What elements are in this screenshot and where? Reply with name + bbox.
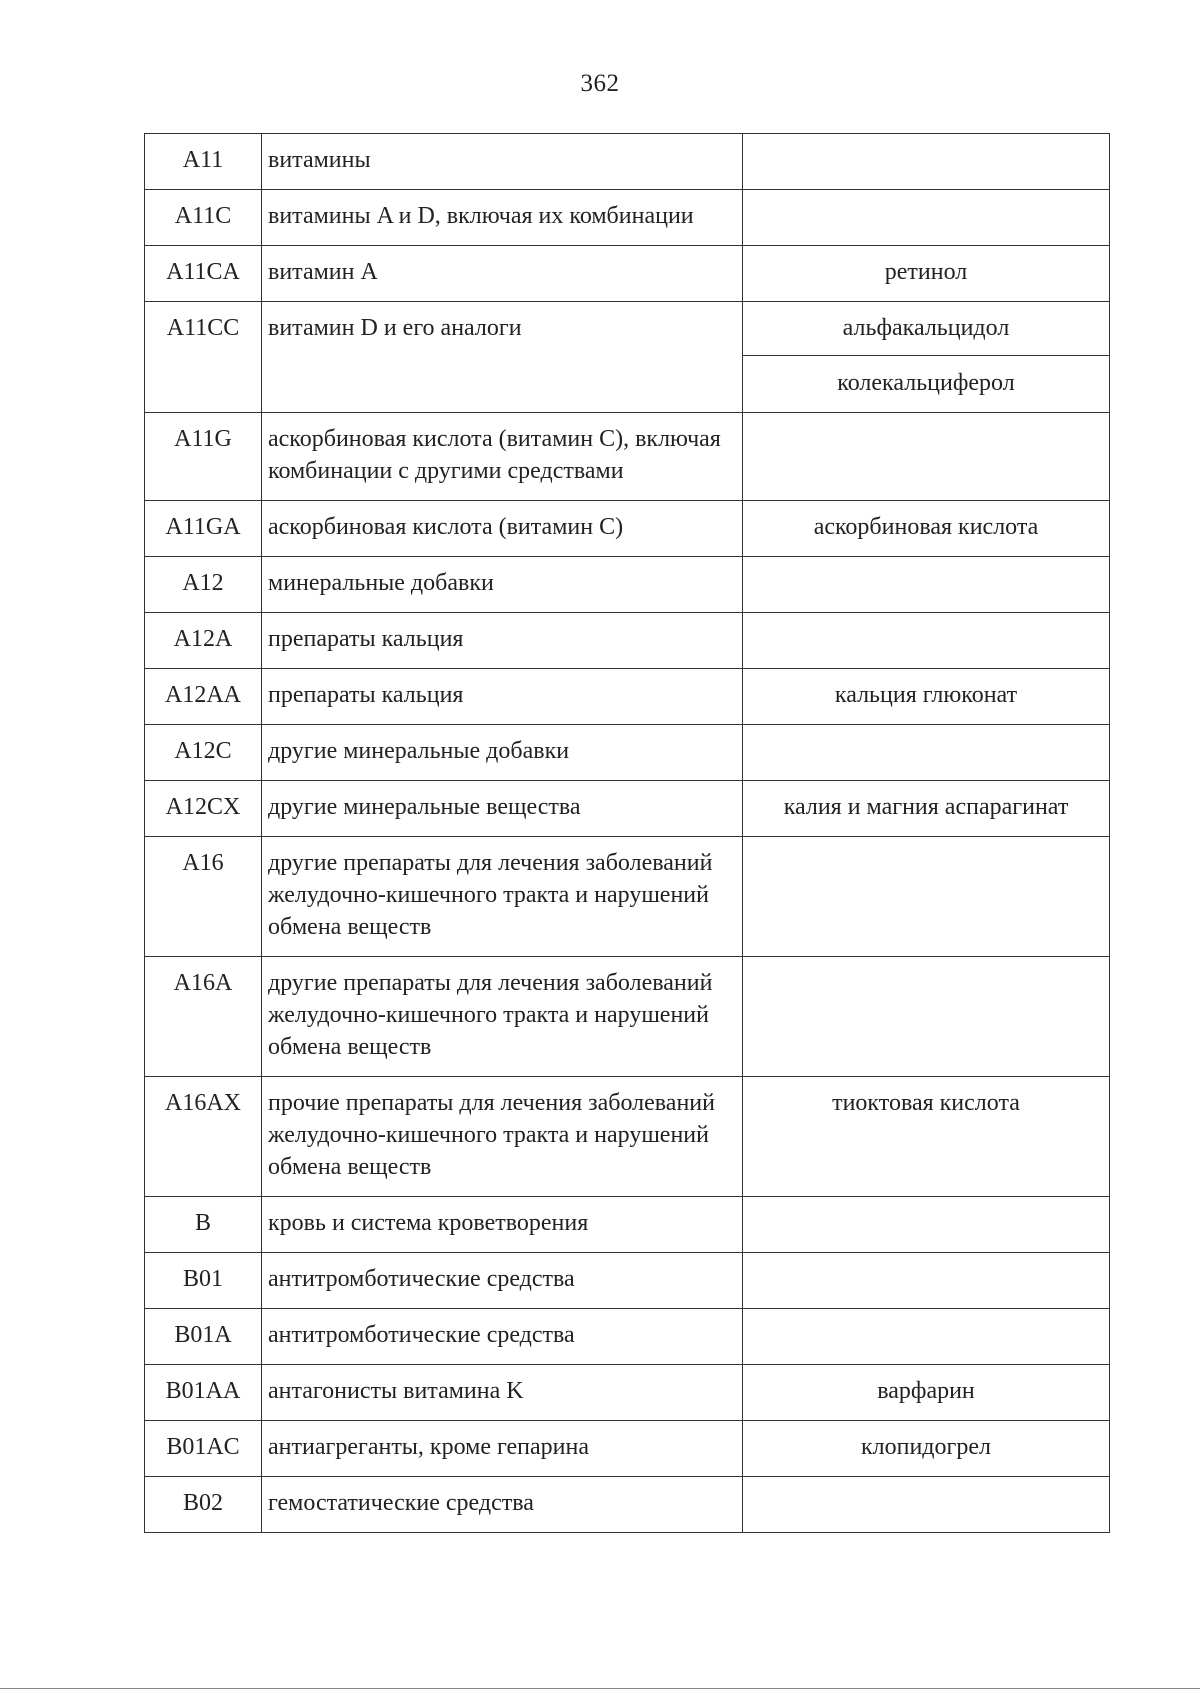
page-number: 362	[580, 70, 620, 97]
atc-code-cell: A12	[145, 557, 262, 613]
table-row	[145, 190, 1110, 246]
table-row	[145, 1477, 1110, 1533]
atc-group-name-cell: минеральные добавки	[262, 557, 743, 613]
drug-name-cell	[743, 613, 1110, 669]
table-body	[145, 134, 1110, 1533]
atc-code-cell: B01	[145, 1253, 262, 1309]
atc-group-name-cell: другие минеральные вещества	[262, 781, 743, 837]
drug-name-cell	[743, 302, 1110, 413]
drug-name: колекальциферол	[743, 355, 1109, 399]
atc-code-cell: B02	[145, 1477, 262, 1533]
atc-group-name-cell: кровь и система кроветворения	[262, 1197, 743, 1253]
drug-name-cell	[743, 1197, 1110, 1253]
table-row	[145, 725, 1110, 781]
table-row	[145, 837, 1110, 957]
atc-code-cell: A11GA	[145, 501, 262, 557]
atc-code-cell: A12AA	[145, 669, 262, 725]
atc-code-cell: B	[145, 1197, 262, 1253]
atc-group-name-cell: прочие препараты для лечения заболеваний желудочно-кишечного тракта и нарушений обмена веществ	[262, 1077, 743, 1197]
table-row	[145, 501, 1110, 557]
atc-code-cell: A11CA	[145, 246, 262, 302]
drug-name: тиоктовая кислота	[832, 1090, 1020, 1116]
atc-code-cell: A11	[145, 134, 262, 190]
atc-group-name-cell: антагонисты витамина K	[262, 1365, 743, 1421]
atc-group-name-cell: антиагреганты, кроме гепарина	[262, 1421, 743, 1477]
atc-code-cell: A12CX	[145, 781, 262, 837]
atc-group-name-cell: другие препараты для лечения заболеваний желудочно-кишечного тракта и нарушений обмена веществ	[262, 837, 743, 957]
atc-code-cell: A12C	[145, 725, 262, 781]
atc-code-cell: A16A	[145, 957, 262, 1077]
atc-code-cell: B01A	[145, 1309, 262, 1365]
drug-name-cell	[743, 1253, 1110, 1309]
atc-code-cell: A16	[145, 837, 262, 957]
drug-name-cell	[743, 957, 1110, 1077]
atc-group-name-cell: антитромботические средства	[262, 1309, 743, 1365]
atc-group-name-cell: витамины	[262, 134, 743, 190]
atc-group-name-cell: аскорбиновая кислота (витамин C)	[262, 501, 743, 557]
drug-name-cell	[743, 134, 1110, 190]
table-row	[145, 1197, 1110, 1253]
drug-name-cell	[743, 1309, 1110, 1365]
table-row	[145, 302, 1110, 413]
drug-name-cell	[743, 557, 1110, 613]
atc-code-cell: A11G	[145, 413, 262, 501]
atc-code-cell: B01AC	[145, 1421, 262, 1477]
table-row	[145, 669, 1110, 725]
table-row	[145, 613, 1110, 669]
drug-name-cell	[743, 1421, 1110, 1477]
table-row	[145, 957, 1110, 1077]
drug-name-cell	[743, 781, 1110, 837]
atc-group-name-cell: витамины A и D, включая их комбинации	[262, 190, 743, 246]
atc-code-cell: A11C	[145, 190, 262, 246]
atc-group-name-cell: препараты кальция	[262, 613, 743, 669]
drug-name: кальция глюконат	[834, 682, 1018, 708]
atc-code-cell: A16AX	[145, 1077, 262, 1197]
atc-group-name-cell: гемостатические средства	[262, 1477, 743, 1533]
drug-name-cell	[743, 669, 1110, 725]
table-row	[145, 1077, 1110, 1197]
drug-name-cell	[743, 246, 1110, 302]
drug-name: ретинол	[884, 259, 968, 285]
table-row	[145, 134, 1110, 190]
atc-group-name-cell: антитромботические средства	[262, 1253, 743, 1309]
table-row	[145, 557, 1110, 613]
atc-group-name-cell: другие препараты для лечения заболеваний желудочно-кишечного тракта и нарушений обмена веществ	[262, 957, 743, 1077]
atc-group-name-cell: препараты кальция	[262, 669, 743, 725]
table-row	[145, 1253, 1110, 1309]
atc-group-name-cell: другие минеральные добавки	[262, 725, 743, 781]
bottom-rule	[0, 1688, 1200, 1689]
table-row	[145, 1365, 1110, 1421]
drug-name: варфарин	[877, 1378, 975, 1404]
drug-name: калия и магния аспарагинат	[783, 794, 1069, 820]
table-row	[145, 413, 1110, 501]
atc-code-cell: A12A	[145, 613, 262, 669]
drug-name: аскорбиновая кислота	[813, 514, 1039, 540]
drug-name-cell	[743, 1477, 1110, 1533]
table-row	[145, 1309, 1110, 1365]
drug-name-cell	[743, 501, 1110, 557]
atc-group-name-cell: витамин D и его аналоги	[262, 302, 743, 413]
table-row	[145, 781, 1110, 837]
atc-classification-table	[144, 133, 1110, 1533]
drug-name-cell	[743, 190, 1110, 246]
atc-code-cell: A11CC	[145, 302, 262, 413]
drug-name-cell	[743, 1077, 1110, 1197]
atc-group-name-cell: витамин A	[262, 246, 743, 302]
table-row	[145, 1421, 1110, 1477]
drug-name-cell	[743, 413, 1110, 501]
drug-name-cell	[743, 725, 1110, 781]
atc-group-name-cell: аскорбиновая кислота (витамин C), включая комбинации с другими средствами	[262, 413, 743, 501]
table-row	[145, 246, 1110, 302]
atc-code-cell: B01AA	[145, 1365, 262, 1421]
drug-name-cell	[743, 1365, 1110, 1421]
drug-name: альфакальцидол	[842, 315, 1010, 341]
drug-name-cell	[743, 837, 1110, 957]
drug-name: клопидогрел	[860, 1434, 991, 1460]
